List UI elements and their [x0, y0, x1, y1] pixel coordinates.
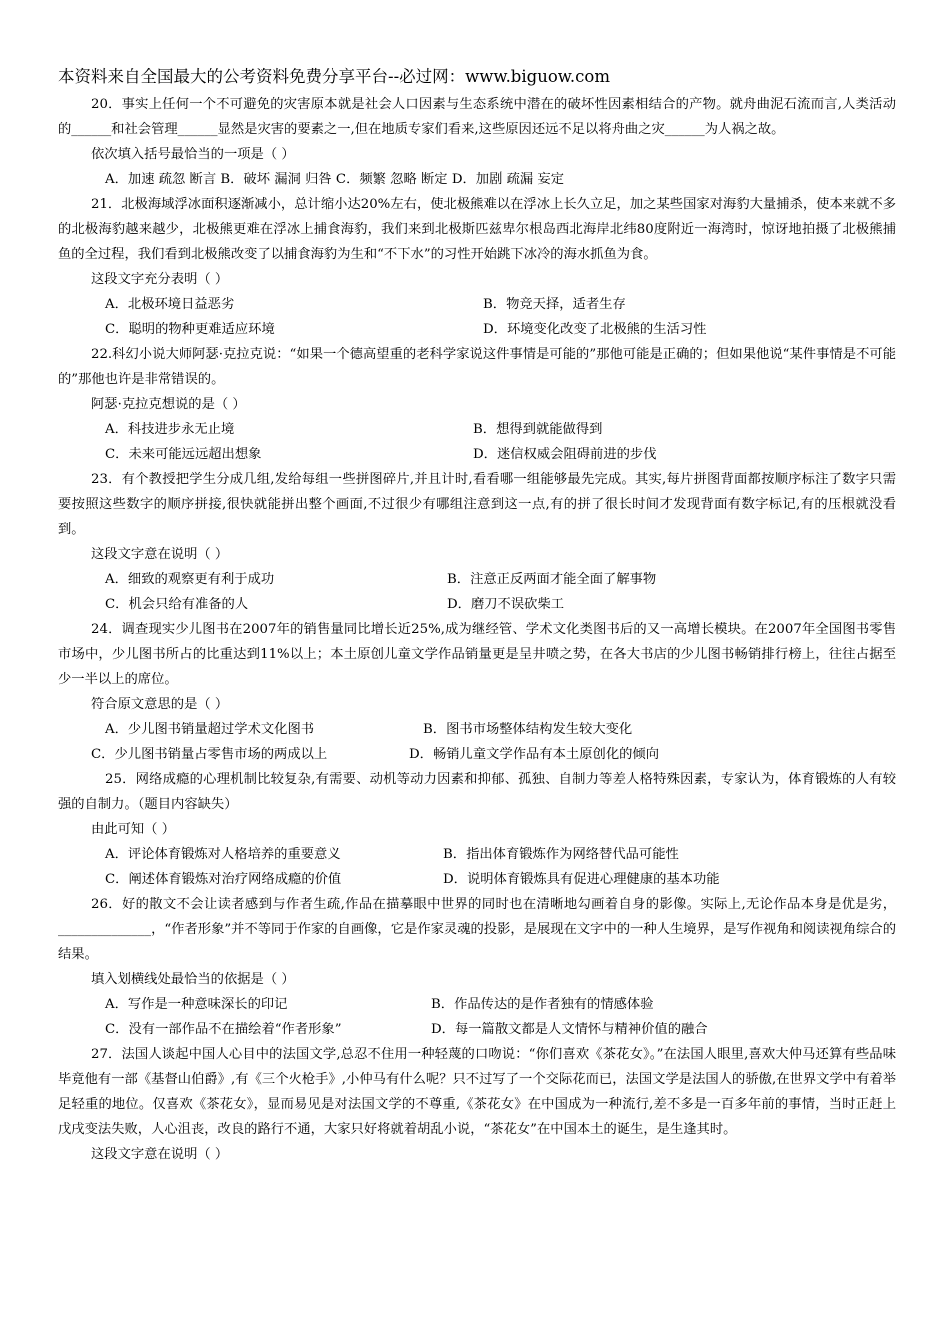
question-21-option-b: B．物竞天择，适者生存	[483, 297, 626, 312]
question-20-stem: 依次填入括号最恰当的一项是（ ）	[91, 147, 295, 162]
question-22-option-b: B．想得到就能做得到	[473, 422, 603, 437]
question-24-text: 24．调查现实少儿图书在2007年的销售量同比增长近25%,成为继经管、学术文化类图书后的又一高增长模块。在2007年全国图书零售市场中，少儿图书所占的比重达到11%以上；本土原创儿童文学作品销量更是呈井喷之势，在各大书店的少儿图书畅销排行榜上，往往占据至少一半以上的席位。	[58, 622, 896, 687]
question-26-options-row-1	[58, 992, 896, 1017]
question-20-options: A．加速 疏忽 断言 B．破坏 漏洞 归咎 C．频繁 忽略 断定 D．加剧 疏漏 妄定	[105, 172, 565, 187]
question-23-option-b: B．注意正反两面才能全面了解事物	[447, 572, 657, 587]
question-24-option-c: C．少儿图书销量占零售市场的两成以上	[91, 747, 328, 762]
question-25-option-a: A．评论体育锻炼对人格培养的重要意义	[105, 847, 341, 862]
question-21-option-c: C．聪明的物种更难适应环境	[105, 322, 275, 337]
question-23-options-row-1	[58, 567, 896, 592]
question-26-option-a: A．写作是一种意味深长的印记	[105, 997, 288, 1012]
question-21-options-row-2	[58, 317, 896, 342]
question-23-options-row-2	[58, 592, 896, 617]
question-22-stem: 阿瑟·克拉克想说的是（ ）	[91, 397, 246, 412]
question-22-option-a: A．科技进步永无止境	[105, 422, 235, 437]
question-26-option-c: C．没有一部作品不在描绘着“作者形象”	[105, 1022, 342, 1037]
document-page	[58, 66, 896, 1167]
question-23-text: 23．有个教授把学生分成几组,发给每组一些拼图碎片,并且计时,看看哪一组能够最先完成。其实,每片拼图背面都按顺序标注了数字只需要按照这些数字的顺序拼接,很快就能拼出整个画面,不过很少有哪组注意到这一点,有的拼了很长时间才发现背面有数字标记,有的压根就没看到。	[58, 472, 896, 537]
question-26-option-b: B．作品传达的是作者独有的情感体验	[431, 997, 654, 1012]
question-26-options-row-2	[58, 1017, 896, 1042]
question-21-option-a: A．北极环境日益恶劣	[105, 297, 235, 312]
question-21-option-d: D．环境变化改变了北极熊的生活习性	[483, 322, 707, 337]
question-22-text: 22.科幻小说大师阿瑟·克拉克说：“如果一个德高望重的老科学家说这件事情是可能的”那他可能是正确的；但如果他说“某件事情是不可能的”那他也许是非常错误的。	[58, 347, 896, 387]
question-25-options-row-2	[58, 867, 896, 892]
question-24-options-row-1	[58, 717, 896, 742]
question-25-option-d: D．说明体育锻炼具有促进心理健康的基本功能	[443, 872, 720, 887]
question-23-stem: 这段文字意在说明（ ）	[91, 547, 229, 562]
question-20-text: 20．事实上任何一个不可避免的灾害原本就是社会人口因素与生态系统中潜在的破坏性因素相结合的产物。就舟曲泥石流而言,人类活动的______和社会管理______显然是灾害的要素之一,但在地质专家们看来,这些原因还远不足以将舟曲之灾______为人祸之故。	[58, 97, 896, 137]
question-24-option-b: B．图书市场整体结构发生较大变化	[423, 722, 633, 737]
question-24-option-d: D．畅销儿童文学作品有本土原创化的倾向	[409, 747, 660, 762]
question-26-text: 26．好的散文不会让读者感到与作者生疏,作品在描摹眼中世界的同时也在清晰地勾画着自身的影像。实际上,无论作品本身是优是劣，______________，“作者形象”并不等同于作家的自画像，它是作家灵魂的投影，是展现在文字中的一种人生境界，是写作视角和阅读视角综合的结果。	[58, 897, 897, 962]
question-23-option-a: A．细致的观察更有利于成功	[105, 572, 275, 587]
question-21-options-row-1	[58, 292, 896, 317]
question-22-options-row-2	[58, 442, 896, 467]
question-24-option-a: A．少儿图书销量超过学术文化图书	[105, 722, 315, 737]
question-25-stem: 由此可知（ ）	[91, 822, 176, 837]
question-22-options-row-1	[58, 417, 896, 442]
question-24-options-row-2	[58, 742, 896, 767]
question-27-stem: 这段文字意在说明（ ）	[91, 1147, 229, 1162]
question-22-option-d: D．迷信权威会阻碍前进的步伐	[473, 447, 657, 462]
question-25-option-b: B．指出体育锻炼作为网络替代品可能性	[443, 847, 679, 862]
question-23-option-c: C．机会只给有准备的人	[105, 597, 249, 612]
question-22-option-c: C．未来可能远远超出想象	[105, 447, 262, 462]
question-25-option-c: C．阐述体育锻炼对治疗网络成瘾的价值	[105, 872, 342, 887]
question-26-option-d: D．每一篇散文都是人文情怀与精神价值的融合	[431, 1022, 708, 1037]
question-27-text: 27．法国人谈起中国人心目中的法国文学,总忍不住用一种轻蔑的口吻说：“你们喜欢《茶花女》。”在法国人眼里,喜欢大仲马还算有些品味毕竟他有一部《基督山伯爵》,有《三个火枪手》,小仲马有什么呢？只不过写了一个交际花而已，法国文学是法国人的骄傲,在世界文学中有着举足轻重的地位。仅喜欢《茶花女》，显而易见是对法国文学的不尊重,《茶花女》在中国成为一种流行,差不多是一百多年前的事情，当时正赶上戊戌变法失败，人心沮丧，改良的路行不通，大家只好将就着胡乱小说，“茶花女”在中国本土的诞生，是生逢其时。	[58, 1047, 896, 1137]
question-24-stem: 符合原文意思的是（ ）	[91, 697, 229, 712]
question-25-text: 25．网络成瘾的心理机制比较复杂,有需要、动机等动力因素和抑郁、孤独、自制力等差人格特殊因素，专家认为，体育锻炼的人有较强的自制力。（题目内容缺失）	[58, 772, 896, 812]
question-25-options-row-1	[58, 842, 896, 867]
question-21-stem: 这段文字充分表明（ ）	[91, 272, 229, 287]
question-26-stem: 填入划横线处最恰当的依据是（ ）	[91, 972, 295, 987]
source-header: 本资料来自全国最大的公考资料免费分享平台--必过网：www.biguow.com	[58, 67, 611, 86]
question-21-text: 21．北极海域浮冰面积逐渐减小，总计缩小达20%左右，使北极熊难以在浮冰上长久立足，加之某些国家对海豹大量捕杀，使本来就不多的北极海豹越来越少，北极熊更难在浮冰上捕食海豹，我们来到北极斯匹兹卑尔根岛西北海岸北纬80度附近一海湾时，惊讶地拍摄了北极熊捕鱼的全过程，我们看到北极熊改变了以捕食海豹为生和“不下水”的习性开始跳下冰冷的海水抓鱼为食。	[58, 197, 896, 262]
question-23-option-d: D．磨刀不误砍柴工	[447, 597, 565, 612]
